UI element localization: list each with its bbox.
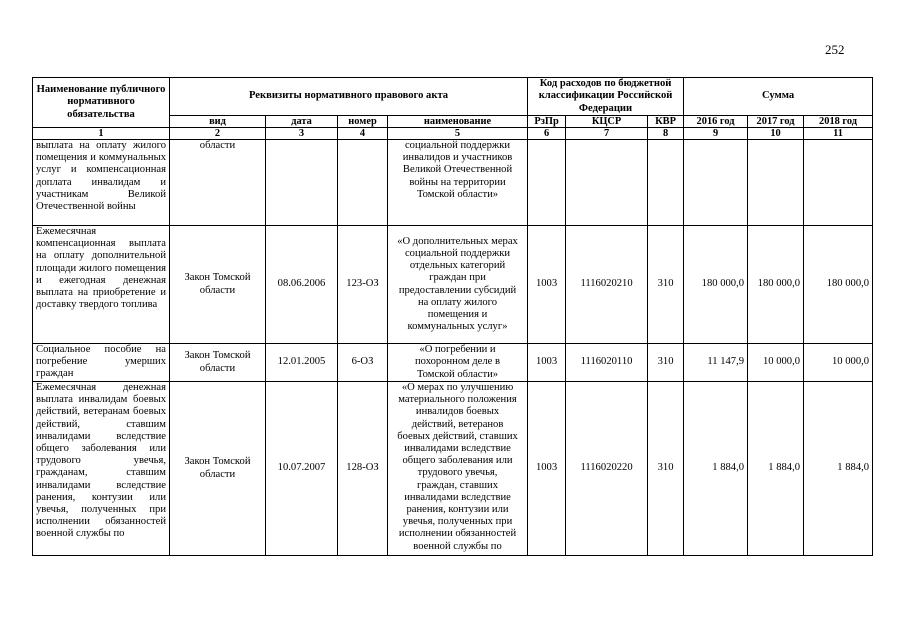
- header-budget-code: Код расходов по бюджетной классификации Российской Федерации: [528, 78, 684, 116]
- header-2017: 2017 год: [748, 116, 804, 128]
- table-row: [33, 344, 873, 382]
- header-number: номер: [338, 116, 388, 128]
- sum-2016: 180 000,0: [684, 226, 748, 344]
- sum-2017: 10 000,0: [748, 344, 804, 382]
- act-title: социальной поддержки инвалидов и участников Великой Отечественной войны на территории Томской области»: [388, 140, 528, 226]
- act-type: Закон Томской области: [170, 344, 266, 382]
- act-title: «О дополнительных мерах социальной поддержки отдельных категорий граждан при предоставлении субсидий на оплату жилого помещения и коммунальных услуг»: [388, 226, 528, 344]
- sum-2016: 1 884,0: [684, 382, 748, 556]
- act-type: Закон Томской области: [170, 226, 266, 344]
- header-kvr: КВР: [648, 116, 684, 128]
- act-type: области: [170, 140, 266, 226]
- sum-2017: [748, 140, 804, 226]
- rzpr-code: 1003: [528, 344, 566, 382]
- column-number: 7: [566, 128, 648, 140]
- act-date: [266, 140, 338, 226]
- sum-2018: 180 000,0: [804, 226, 873, 344]
- column-numbers-row: [33, 128, 873, 140]
- column-number: 9: [684, 128, 748, 140]
- header-name: Наименование публичного нормативного обязательства: [33, 78, 170, 128]
- header-row-main: [33, 78, 873, 116]
- obligation-name: Ежемесячная компенсационная выплата на оплату дополнительной площади жилого помещения и ежегодная денежная выплата на приобретение и доставку твердого топлива: [33, 226, 170, 344]
- act-type: Закон Томской области: [170, 382, 266, 556]
- obligation-name: Социальное пособие на погребение умерших граждан: [33, 344, 170, 382]
- act-date: 10.07.2007: [266, 382, 338, 556]
- header-sum: Сумма: [684, 78, 873, 116]
- column-number: 10: [748, 128, 804, 140]
- sum-2018: 10 000,0: [804, 344, 873, 382]
- kvr-code: 310: [648, 226, 684, 344]
- sum-2017: 180 000,0: [748, 226, 804, 344]
- kcsr-code: 1116020220: [566, 382, 648, 556]
- budget-obligations-table: [32, 77, 873, 556]
- header-rzpr: РзПр: [528, 116, 566, 128]
- act-number: 128-ОЗ: [338, 382, 388, 556]
- sum-2017: 1 884,0: [748, 382, 804, 556]
- obligation-name: Ежемесячная денежная выплата инвалидам боевых действий, ветеранам боевых действий, ставшим инвалидами вследствие общего заболевания или трудового увечья, гражданам, ставшим инвалидами вследствие ранения, контузии или увечья, полученных при исполнении обязанностей военной службы по: [33, 382, 170, 556]
- column-number: 1: [33, 128, 170, 140]
- kvr-code: 310: [648, 344, 684, 382]
- header-vid: вид: [170, 116, 266, 128]
- act-number: 6-ОЗ: [338, 344, 388, 382]
- column-number: 3: [266, 128, 338, 140]
- act-date: 08.06.2006: [266, 226, 338, 344]
- sum-2018: [804, 140, 873, 226]
- kvr-code: [648, 140, 684, 226]
- header-2018: 2018 год: [804, 116, 873, 128]
- obligation-name: выплата на оплату жилого помещения и коммунальных услуг и компенсационная доплата инвалидам и участникам Великой Отечественной войны: [33, 140, 170, 226]
- header-2016: 2016 год: [684, 116, 748, 128]
- act-title: «О мерах по улучшению материального положения инвалидов боевых действий, ветеранов боевых действий, ставших инвалидами вследствие общего заболевания или трудового увечья, граждан, ставших инвалидами вследствие ранения, контузии или увечья, полученных при исполнении обязанностей военной службы по: [388, 382, 528, 556]
- table-row: [33, 226, 873, 344]
- act-number: [338, 140, 388, 226]
- column-number: 5: [388, 128, 528, 140]
- act-date: 12.01.2005: [266, 344, 338, 382]
- act-number: 123-ОЗ: [338, 226, 388, 344]
- sum-2016: 11 147,9: [684, 344, 748, 382]
- column-number: 8: [648, 128, 684, 140]
- column-number: 11: [804, 128, 873, 140]
- column-number: 2: [170, 128, 266, 140]
- header-date: дата: [266, 116, 338, 128]
- rzpr-code: [528, 140, 566, 226]
- act-title: «О погребении и похоронном деле в Томской области»: [388, 344, 528, 382]
- sum-2018: 1 884,0: [804, 382, 873, 556]
- table-row: [33, 140, 873, 226]
- column-number: 6: [528, 128, 566, 140]
- page-number: 252: [825, 42, 845, 57]
- header-requisites: Реквизиты нормативного правового акта: [170, 78, 528, 116]
- rzpr-code: 1003: [528, 226, 566, 344]
- rzpr-code: 1003: [528, 382, 566, 556]
- sum-2016: [684, 140, 748, 226]
- table-row: [33, 382, 873, 556]
- kcsr-code: 1116020210: [566, 226, 648, 344]
- kcsr-code: [566, 140, 648, 226]
- column-number: 4: [338, 128, 388, 140]
- header-title: наименование: [388, 116, 528, 128]
- kvr-code: 310: [648, 382, 684, 556]
- header-kcsr: КЦСР: [566, 116, 648, 128]
- kcsr-code: 1116020110: [566, 344, 648, 382]
